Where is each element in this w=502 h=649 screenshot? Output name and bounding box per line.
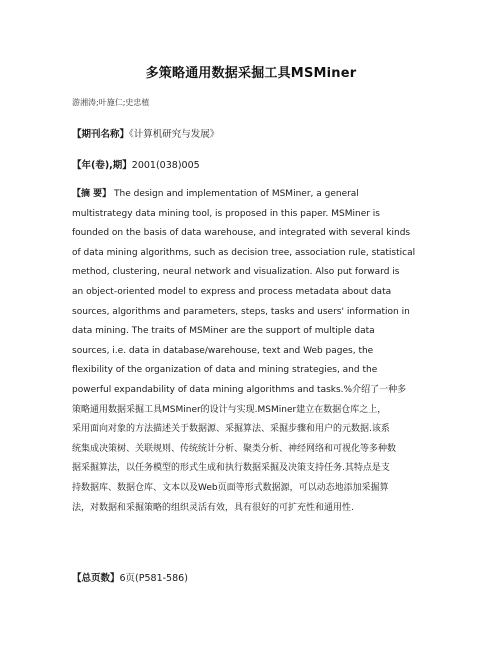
abstract-text: The design and implementation of MSMiner, a general [114, 189, 359, 199]
pages-label: 【总页数】 [72, 573, 120, 584]
abstract-line: 据采掘算法，以任务模型的形式生成和执行数据采掘及决策支持任务.其特点是支 [72, 463, 390, 474]
journal-label: 【期刊名称】 [72, 129, 130, 140]
abstract-line: founded on the basis of data warehouse, and integrated with several kinds [72, 228, 411, 239]
authors: 游湘涛;叶施仁;史忠植 [72, 98, 150, 107]
abstract-line: 法，对数据和采掘策略的组织灵活有效，具有很好的可扩充性和通用性. [72, 502, 354, 513]
abstract-line: method, clustering, neural network and visualization. Also put forward is [72, 267, 400, 278]
journal-field [72, 126, 219, 140]
abstract-line: 策略通用数据采掘工具MSMiner的设计与实现.MSMiner建立在数据仓库之上， [72, 404, 387, 415]
abstract-line: data mining. The traits of MSMiner are the support of multiple data [72, 326, 375, 337]
abstract-line: sources, algorithms and parameters, steps, tasks and users' information in [72, 306, 410, 317]
issue-field [72, 157, 200, 171]
abstract-line: of data mining algorithms, such as decision tree, association rule, statistical [72, 247, 416, 258]
issue-label: 【年(卷),期】 [72, 160, 132, 171]
abstract-label: 【摘 要】 [72, 189, 112, 199]
abstract-line: powerful expandability of data mining algorithms and tasks.%介绍了一种多 [72, 384, 407, 395]
abstract-line: sources, i.e. data in database/warehouse, text and Web pages, the [72, 345, 374, 356]
abstract-line: 持数据库、数据仓库、文本以及Web页面等形式数据源，可以动态地添加采掘算 [72, 482, 389, 493]
abstract-line: flexibility of the organization of data and mining strategies, and the [72, 365, 378, 376]
abstract-line: 统集成决策树、关联规则、传统统计分析、聚类分析、神经网络和可视化等多种数 [72, 443, 397, 454]
abstract-line [72, 185, 432, 205]
abstract-line: an object-oriented model to express and process metadata about data [72, 286, 392, 297]
issue-value: 2001(038)005 [131, 160, 200, 171]
pages-field [72, 570, 188, 584]
abstract-line: multistrategy data mining tool, is proposed in this paper. MSMiner is [72, 208, 380, 219]
abstract [72, 185, 432, 518]
abstract-line: 采用面向对象的方法描述关于数据源、采掘算法、采掘步骤和用户的元数据.该系 [72, 424, 390, 435]
paper-title: 多策略通用数据采掘工具MSMiner [145, 66, 357, 81]
pages-value: 6页(P581-586) [119, 573, 188, 584]
journal-value: 《计算机研究与发展》 [129, 129, 220, 140]
